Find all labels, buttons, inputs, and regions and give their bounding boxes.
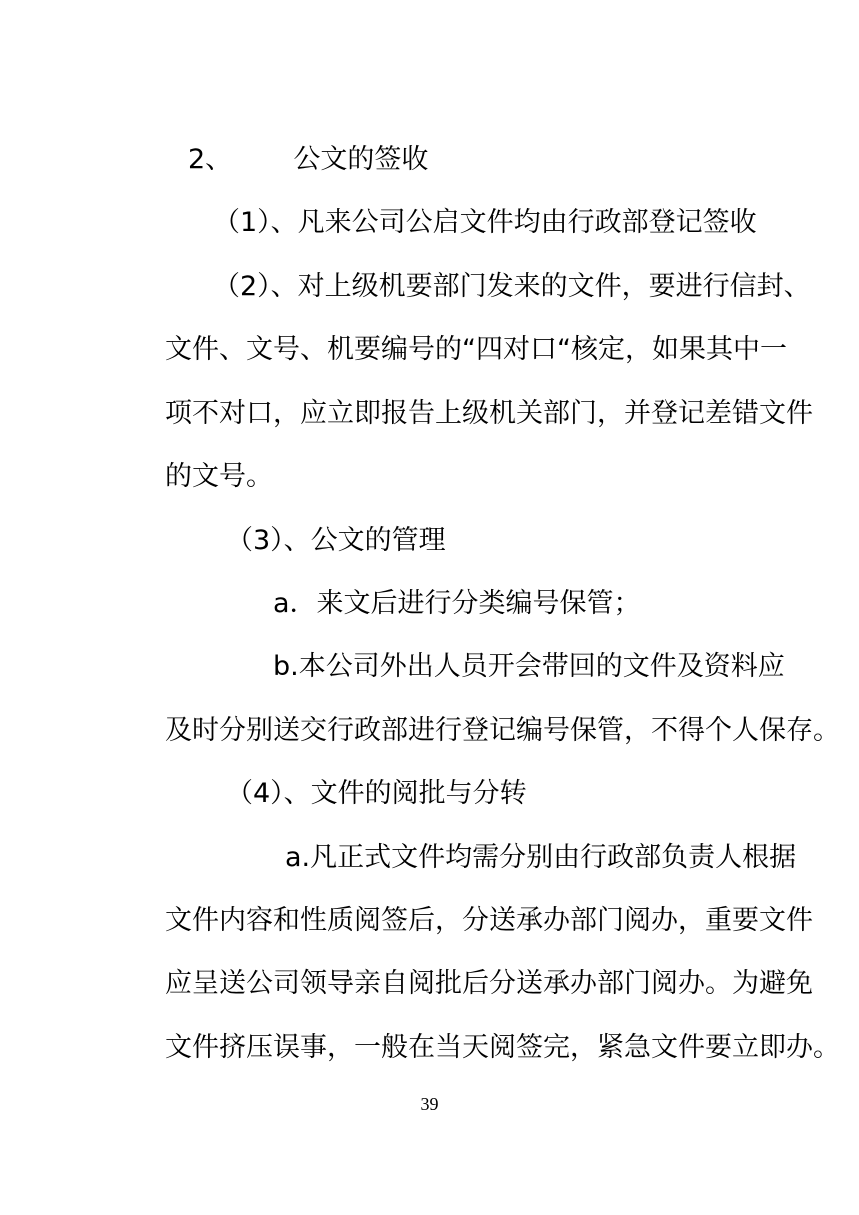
item-a-review-line-3: 应呈送公司领导亲自阅批后分送承办部门阅办。为避免 <box>165 968 813 999</box>
paragraph-line-2: （2）、对上级机要部门发来的文件，要进行信封、 <box>213 271 811 302</box>
subheading-3: （3）、公文的管理 <box>226 525 446 556</box>
item-a-review-line-4: 文件挤压误事，一般在当天阅签完，紧急文件要立即办。 <box>165 1032 840 1063</box>
item-a-management: a．来文后进行分类编号保管； <box>273 588 641 619</box>
item-a-review-line-2: 文件内容和性质阅签后，分送承办部门阅办，重要文件 <box>165 905 813 936</box>
page-number: 39 <box>420 1094 439 1114</box>
section-heading-2 <box>188 143 428 177</box>
section-number: 2、 <box>188 144 233 175</box>
item-b-continued: 及时分别送交行政部进行登记编号保管，不得个人保存。 <box>165 715 840 746</box>
paragraph-line-5: 的文号。 <box>165 461 273 492</box>
item-b-management: b.本公司外出人员开会带回的文件及资料应 <box>273 651 785 682</box>
paragraph-line-3: 文件、文号、机要编号的“四对口“核定，如果其中一 <box>165 334 787 365</box>
item-a-review: a.凡正式文件均需分别由行政部负责人根据 <box>285 842 797 873</box>
subheading-4: （4）、文件的阅批与分转 <box>226 778 527 809</box>
paragraph-line-4: 项不对口，应立即报告上级机关部门，并登记差错文件 <box>165 398 813 429</box>
paragraph-line-1: （1）、凡来公司公启文件均由行政部登记签收 <box>213 207 757 238</box>
section-title: 公文的签收 <box>293 144 429 175</box>
